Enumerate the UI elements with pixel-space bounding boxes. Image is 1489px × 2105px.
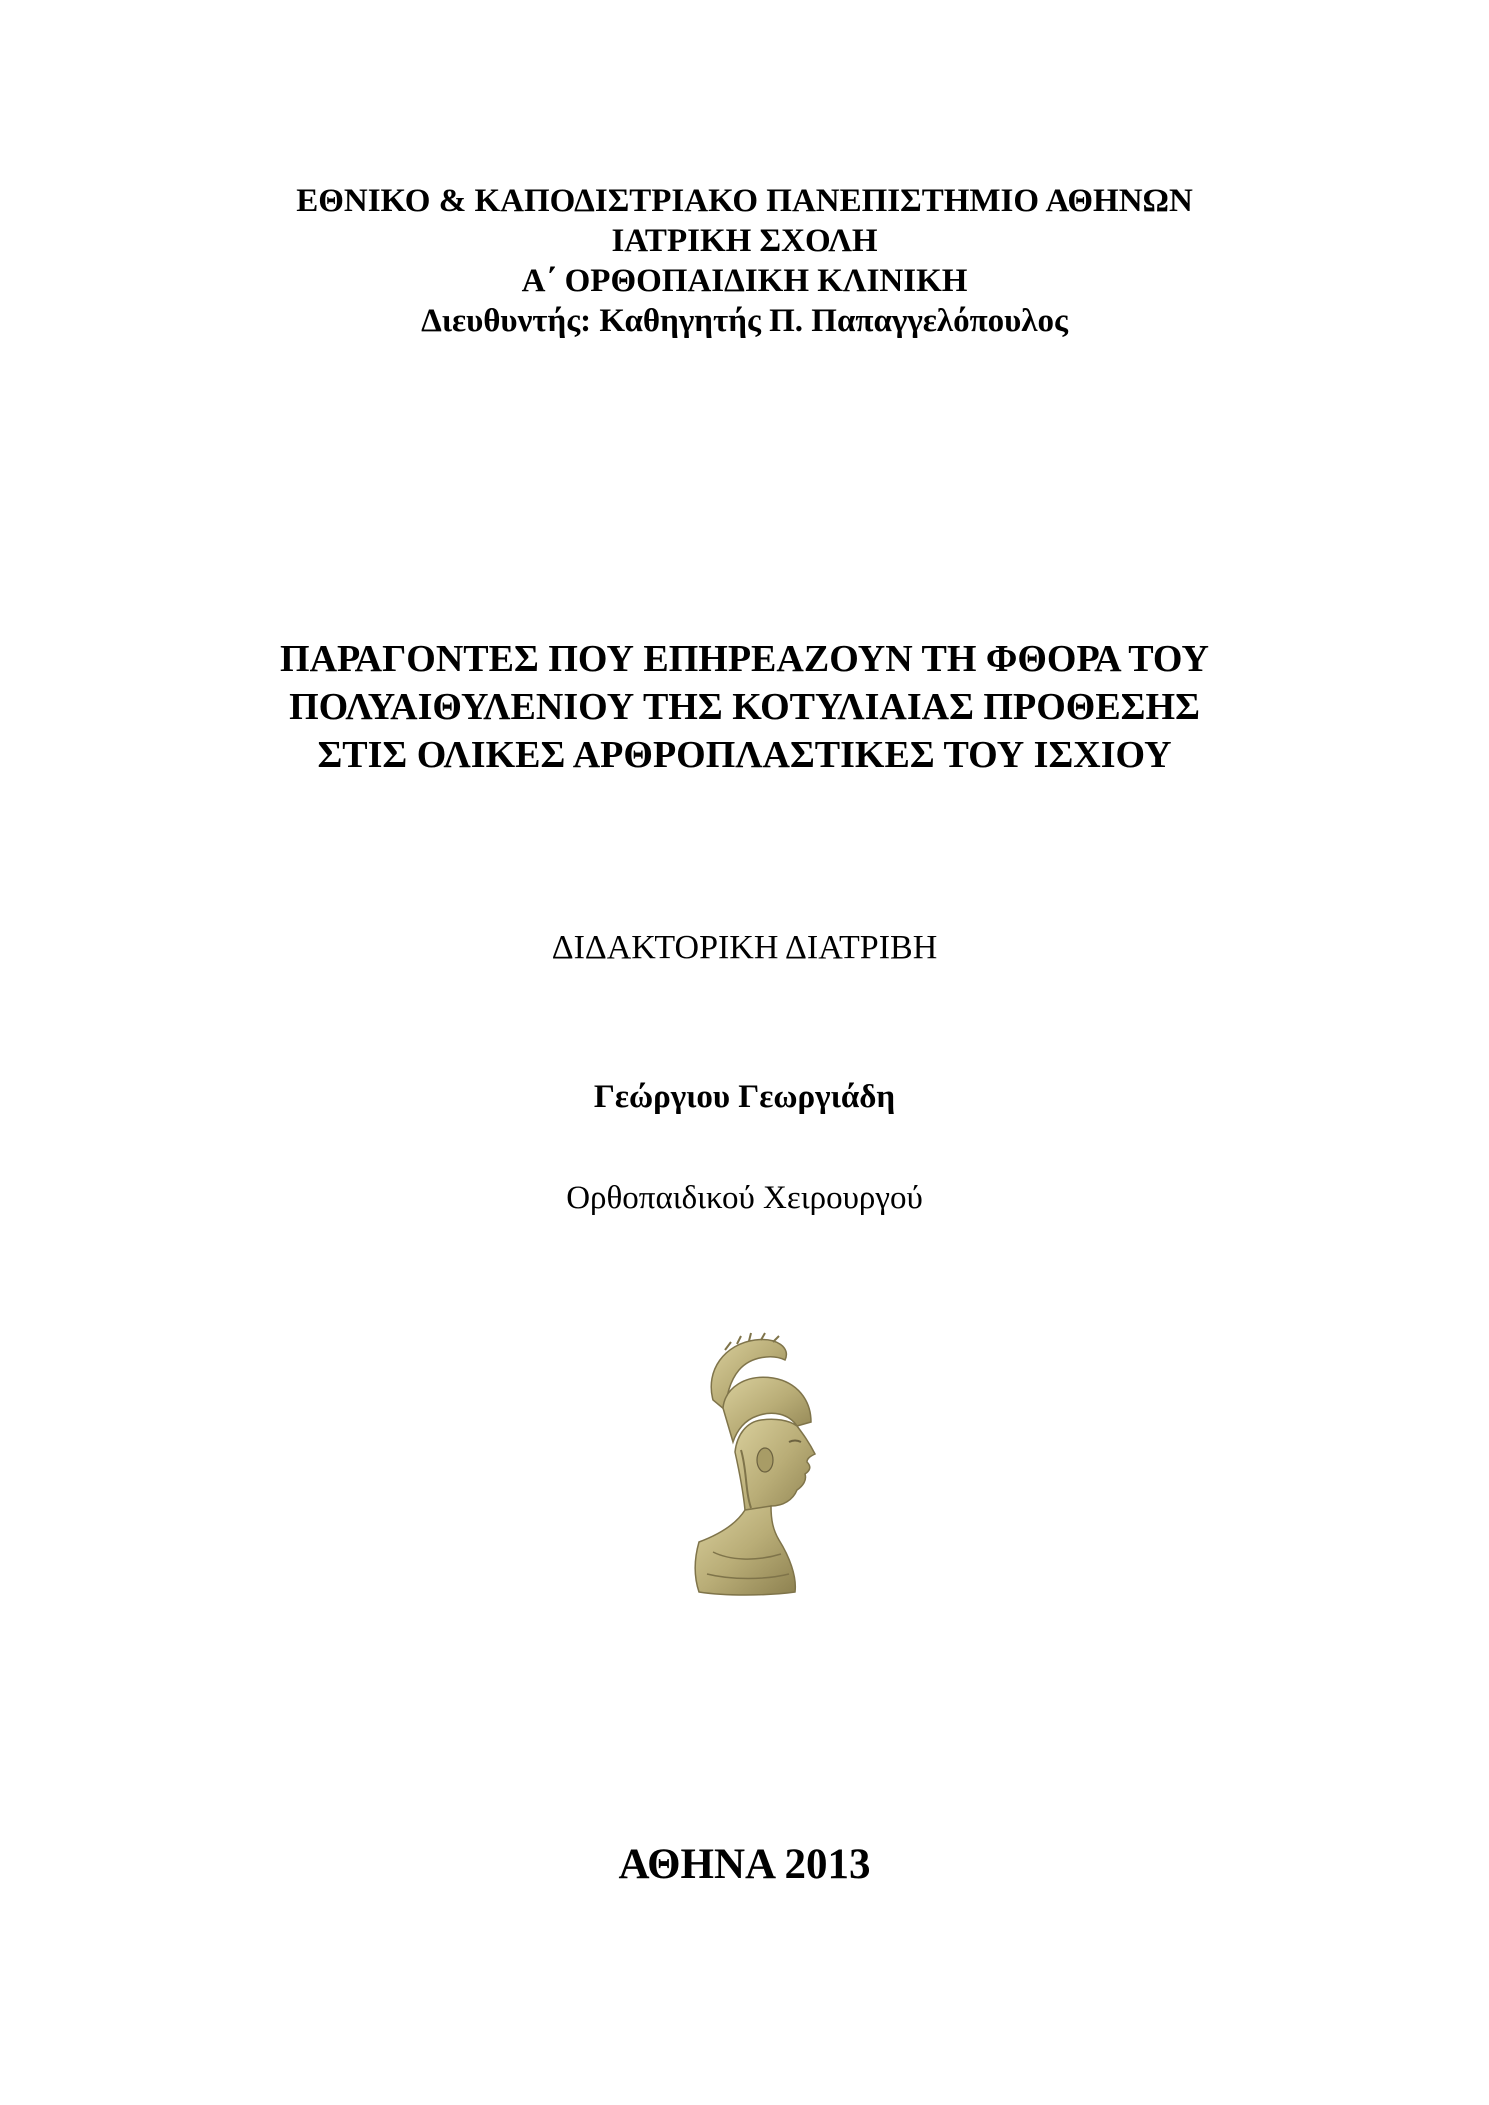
university-name: ΕΘΝΙΚΟ & ΚΑΠΟΔΙΣΤΡΙΑΚΟ ΠΑΝΕΠΙΣΤΗΜΙΟ ΑΘΗΝΩΝ	[296, 183, 1193, 219]
document-type: ΔΙΔΑΚΤΟΡΙΚΗ ΔΙΑΤΡΙΒΗ	[551, 929, 938, 966]
clinic-name: Α΄ ΟΡΘΟΠΑΙΔΙΚΗ ΚΛΙΝΙΚΗ	[521, 263, 968, 299]
place-and-year: ΑΘΗΝΑ 2013	[618, 1841, 871, 1888]
athena-head-emblem-icon	[685, 1330, 845, 1600]
director-line: Διευθυντής: Καθηγητής Π. Παπαγγελόπουλος	[421, 303, 1068, 339]
thesis-title-line-1: ΠΑΡΑΓΟΝΤΕΣ ΠΟΥ ΕΠΗΡΕΑΖΟΥΝ ΤΗ ΦΘΟΡΑ ΤΟΥ	[280, 638, 1209, 680]
author-role: Ορθοπαιδικού Χειρουργού	[566, 1180, 923, 1216]
author-name: Γεώργιου Γεωργιάδη	[593, 1079, 896, 1115]
thesis-title-line-2: ΠΟΛΥΑΙΘΥΛΕΝΙΟΥ ΤΗΣ ΚΟΤΥΛΙΑΙΑΣ ΠΡΟΘΕΣΗΣ	[289, 686, 1200, 728]
thesis-title-line-3: ΣΤΙΣ ΟΛΙΚΕΣ ΑΡΘΡΟΠΛΑΣΤΙΚΕΣ ΤΟΥ ΙΣΧΙΟΥ	[317, 734, 1172, 776]
school-name: ΙΑΤΡΙΚΗ ΣΧΟΛΗ	[611, 223, 878, 259]
